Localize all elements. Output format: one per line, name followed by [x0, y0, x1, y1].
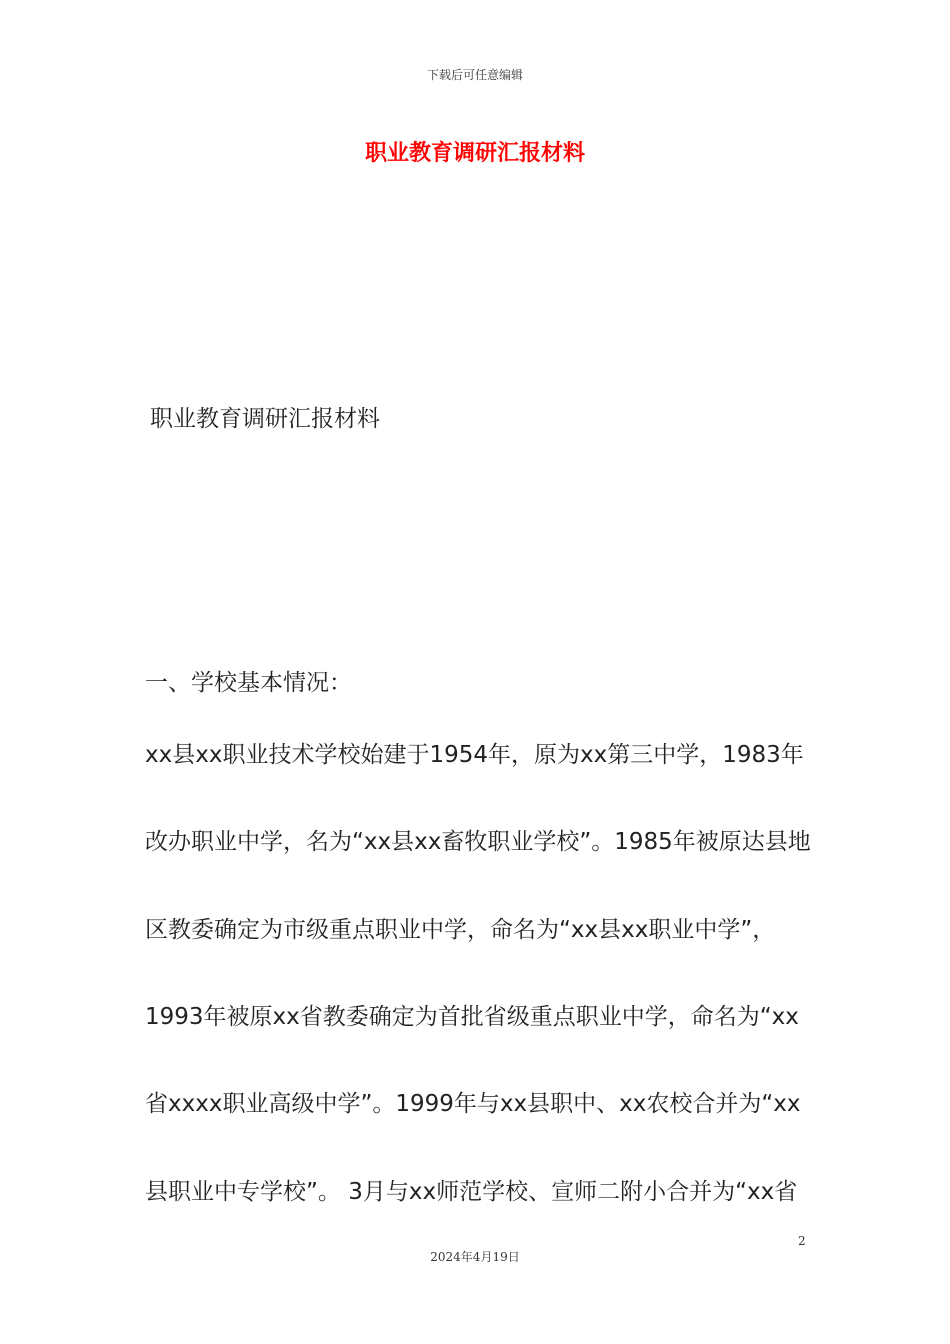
- body-line: xx县xx职业技术学校始建于1954年，原为xx第三中学，1983年: [145, 742, 804, 768]
- footer-date: 2024年4月19日: [430, 1250, 520, 1264]
- body-line: 1993年被原xx省教委确定为首批省级重点职业中学，命名为“xx: [145, 1004, 799, 1030]
- section-heading: 一、学校基本情况：: [145, 670, 352, 696]
- body-line: 省xxxx职业高级中学”。1999年与xx县职中、xx农校合并为“xx: [145, 1091, 801, 1117]
- header-note: 下载后可任意编辑: [426, 68, 523, 82]
- body-line: 区教委确定为市级重点职业中学，命名为“xx县xx职业中学”，: [145, 917, 776, 943]
- body-line: 改办职业中学，名为“xx县xx畜牧职业学校”。1985年被原达县地: [145, 829, 811, 855]
- body-line: 县职业中专学校”。 3月与xx师范学校、宣师二附小合并为“xx省: [145, 1179, 798, 1205]
- page-number: 2: [798, 1234, 806, 1248]
- document-subtitle: 职业教育调研汇报材料: [150, 406, 380, 432]
- document-title: 职业教育调研汇报材料: [364, 141, 585, 166]
